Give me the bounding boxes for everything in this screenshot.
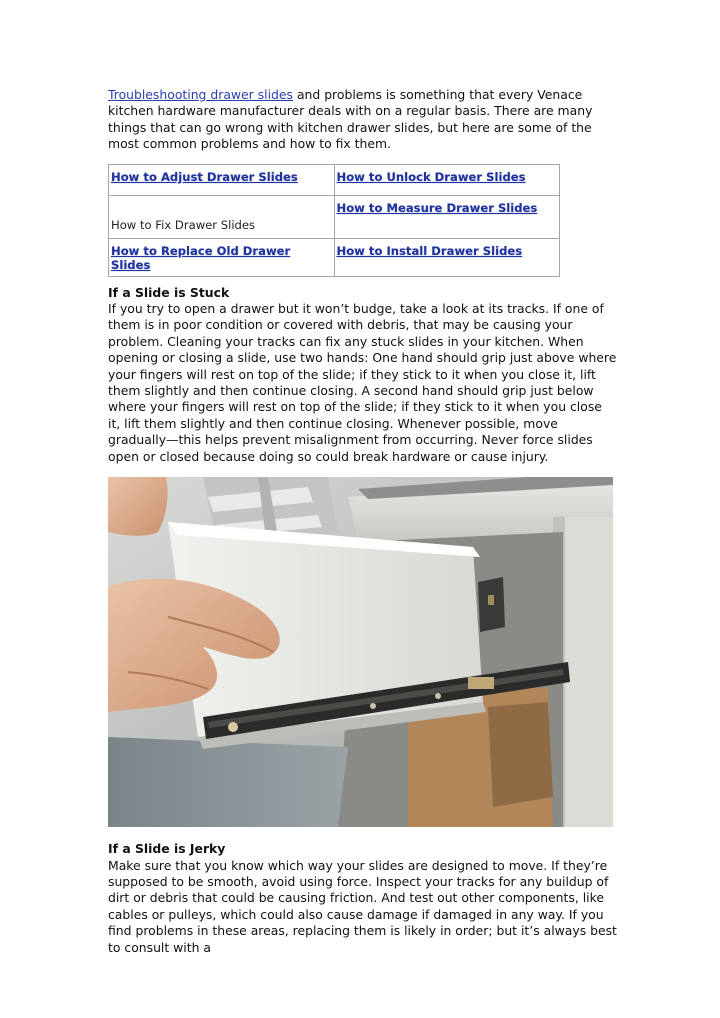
table-cell [109,238,335,276]
jerky-heading: If a Slide is Jerky [108,841,226,857]
table-cell [334,238,560,276]
unlock-slides-link[interactable]: How to Unlock Drawer Slides [336,169,526,184]
jerky-paragraph: Make sure that you know which way your slides are designed to move. If they’re supposed to be smooth, avoid using force. Inspect your tracks for any buildup of dirt or debris that could be causing friction. And test out other components, like cables or pulleys, which could also cause damage if damaged in any way. If you find problems in these areas, replacing them is likely in order; but it’s always best to consult with a [108,857,617,955]
table-cell [334,164,560,195]
troubleshooting-link[interactable]: Troubleshooting drawer slides [108,87,293,102]
table-cell [109,195,335,238]
install-slides-link[interactable]: How to Install Drawer Slides [336,243,523,258]
drawer-slides-links-table [108,164,560,277]
fix-slides-text: How to Fix Drawer Slides [111,217,256,232]
measure-slides-link[interactable]: How to Measure Drawer Slides [336,200,538,215]
adjust-slides-link[interactable]: How to Adjust Drawer Slides [111,169,298,184]
intro-paragraph [108,87,618,153]
article-body [108,87,618,956]
table-cell [334,195,560,238]
drawer-slide-photo [108,477,613,827]
stuck-paragraph: If you try to open a drawer but it won’t budge, take a look at its tracks. If one of them is in poor condition or covered with debris, that may be causing your problem. Cleaning your tracks can fix any stuck slides in your kitchen. When opening or closing a slide, use two hands: One hand should grip just above where your fingers will rest on top of the slide; if they stick to it when you close it, lift them slightly and then continue closing. A second hand should grip just below where your fingers will rest on top of the slide; if they stick to it when you close it, lift them slightly and then continue closing. Whenever possible, move gradually—this helps prevent misalignment from occurring. Never force slides open or closed because doing so could break hardware or cause injury. [108,301,617,464]
table-row [109,238,560,276]
stuck-heading: If a Slide is Stuck [108,284,230,300]
intro-text: and problems is something that every Venace kitchen hardware manufacturer deals with on a regular basis. There are many things that can go wrong with kitchen drawer slides, but here are some of the most common problems and how to fix them. [108,87,593,152]
table-row [109,164,560,195]
replace-slides-link[interactable]: How to Replace Old Drawer Slides [111,243,291,272]
table-row [109,195,560,238]
table-cell [109,164,335,195]
